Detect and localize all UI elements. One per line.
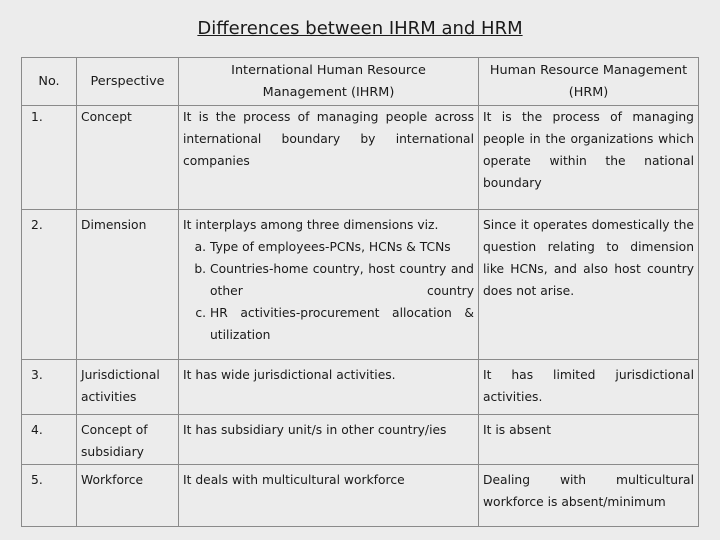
header-ihrm [179, 58, 479, 106]
row-perspective: Workforce [77, 465, 179, 527]
row-hrm: Since it operates domestically the question relating to dimension like HCNs, and also host country does not arise. [479, 210, 699, 360]
row-number: 3. [22, 360, 77, 415]
row-perspective: Jurisdictional activities [77, 360, 179, 415]
table-row [22, 210, 699, 360]
header-perspective: Perspective [77, 58, 179, 106]
row-hrm: It is the process of managing people in the organizations which operate within the national boundary [479, 106, 699, 210]
row-ihrm: It has subsidiary unit/s in other country/ies [179, 415, 479, 465]
row-number: 2. [22, 210, 77, 360]
row-hrm: It is absent [479, 415, 699, 465]
row-hrm: Dealing with multicultural workforce is absent/minimum [479, 465, 699, 527]
row-number: 1. [22, 106, 77, 210]
list-item: b. Countries-home country, host country and other country [210, 258, 474, 302]
table-row [22, 415, 699, 465]
table-header-row [22, 58, 699, 106]
row-perspective: Concept [77, 106, 179, 210]
header-ihrm-line2: Management (IHRM) [262, 84, 395, 100]
row-ihrm: It deals with multicultural workforce [179, 465, 479, 527]
table-row [22, 465, 699, 527]
row-ihrm: It is the process of managing people across international boundary by international companies [179, 106, 479, 210]
row-ihrm: It has wide jurisdictional activities. [179, 360, 479, 415]
dimension-list [183, 236, 474, 346]
row-number: 5. [22, 465, 77, 527]
header-ihrm-line1: International Human Resource [231, 62, 426, 78]
list-item: c. HR activities-procurement allocation & utilization [210, 302, 474, 346]
row-perspective: Dimension [77, 210, 179, 360]
header-no: No. [22, 58, 77, 106]
list-item: a. Type of employees-PCNs, HCNs & TCNs [210, 236, 474, 258]
header-hrm-line2: (HRM) [568, 84, 609, 100]
row-perspective: Concept of subsidiary [77, 415, 179, 465]
header-hrm [479, 58, 699, 106]
table-row [22, 106, 699, 210]
row-number: 4. [22, 415, 77, 465]
header-hrm-line1: Human Resource Management [489, 62, 688, 78]
page-title: Differences between IHRM and HRM [197, 18, 523, 39]
row-hrm: It has limited jurisdictional activities. [479, 360, 699, 415]
comparison-table [21, 57, 699, 527]
dimension-intro: It interplays among three dimensions viz. [183, 218, 439, 232]
row-ihrm [179, 210, 479, 360]
table-row [22, 360, 699, 415]
